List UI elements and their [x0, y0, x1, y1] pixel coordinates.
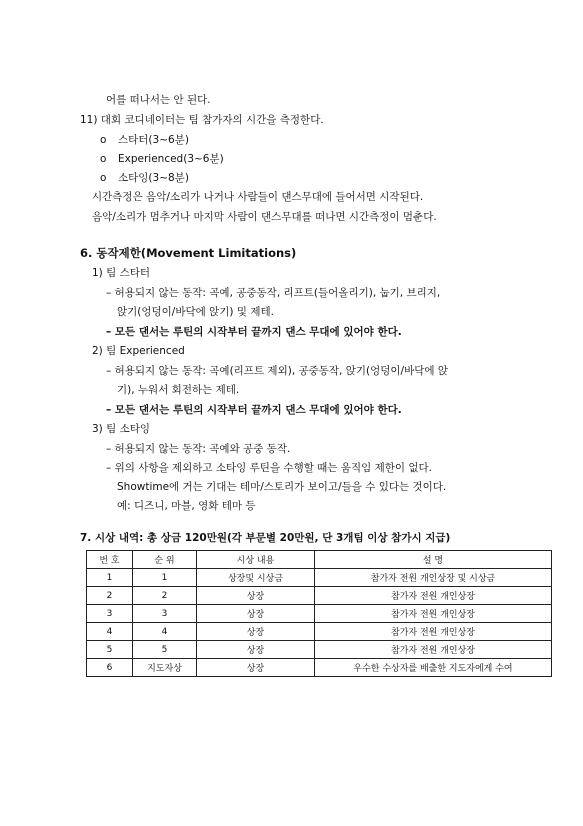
subsection-heading: 3) 팀 소타잉	[92, 423, 151, 435]
table-cell: 상장	[197, 659, 315, 677]
table-cell: 1	[133, 569, 197, 587]
column-header: 번 호	[87, 551, 133, 569]
table-cell: 3	[87, 605, 133, 623]
text-line: 기), 누워서 회전하는 제테.	[117, 384, 240, 396]
table-row	[87, 641, 552, 659]
text-line: 예: 디즈니, 마블, 영화 테마 등	[117, 500, 256, 512]
table-cell: 참가자 전원 개인상장	[315, 641, 552, 659]
table-cell: 상장	[197, 605, 315, 623]
table-cell: 2	[133, 587, 197, 605]
table-cell: 지도자상	[133, 659, 197, 677]
column-header: 시상 내용	[197, 551, 315, 569]
list-item-text: 스타터(3~6분)	[118, 134, 189, 146]
list-item	[100, 133, 189, 147]
text-line: – 허용되지 않는 동작: 곡예와 공중 동작.	[106, 443, 291, 455]
table-cell: 참가자 전원 개인상장 및 시상금	[315, 569, 552, 587]
table-cell: 상장	[197, 587, 315, 605]
text-line: Showtime에 거는 기대는 테마/스토리가 보이고/들을 수 있다는 것이다.	[117, 481, 447, 493]
table-cell: 상장	[197, 623, 315, 641]
table-row	[87, 605, 552, 623]
bullet: o	[100, 172, 107, 184]
column-header: 순 위	[133, 551, 197, 569]
table-cell: 참가자 전원 개인상장	[315, 605, 552, 623]
text-line: – 허용되지 않는 동작: 곡예, 공중동작, 리프트(들어올리기), 눕기, 브리지,	[106, 287, 441, 299]
table-cell: 2	[87, 587, 133, 605]
emphasis-line: – 모든 댄서는 루틴의 시작부터 끝까지 댄스 무대에 있어야 한다.	[106, 404, 402, 416]
bullet: o	[100, 134, 107, 146]
subsection-heading: 2) 팀 Experienced	[92, 345, 185, 357]
section-heading: 7. 시상 내역: 총 상금 120만원(각 부문별 20만원, 단 3개팀 이상 참가시 지급)	[80, 532, 451, 544]
table-cell: 6	[87, 659, 133, 677]
table-cell: 5	[133, 641, 197, 659]
column-header: 설 명	[315, 551, 552, 569]
table-cell: 4	[133, 623, 197, 641]
table-cell: 3	[133, 605, 197, 623]
section-heading: 6. 동작제한(Movement Limitations)	[80, 246, 297, 260]
text-line: 어를 떠나서는 안 된다.	[106, 94, 211, 106]
text-line: 음악/소리가 멈추거나 마지막 사람이 댄스무대를 떠나면 시간측정이 멈춘다.	[92, 211, 437, 223]
emphasis-line: – 모든 댄서는 루틴의 시작부터 끝까지 댄스 무대에 있어야 한다.	[106, 326, 402, 338]
table-cell: 참가자 전원 개인상장	[315, 623, 552, 641]
table-cell: 우수한 수상자를 배출한 지도자에게 수여	[315, 659, 552, 677]
table-row	[87, 569, 552, 587]
table-cell: 1	[87, 569, 133, 587]
text-line: 앉기(엉덩이/바닥에 앉기) 및 제테.	[117, 306, 274, 318]
text-line: – 허용되지 않는 동작: 곡예(리프트 제외), 공중동작, 앉기(엉덩이/바닥에 앉	[106, 365, 448, 377]
table-cell: 상장	[197, 641, 315, 659]
table-row	[87, 623, 552, 641]
text-line: 시간측정은 음악/소리가 나거나 사람들이 댄스무대에 들어서면 시작된다.	[92, 191, 424, 203]
table-cell: 4	[87, 623, 133, 641]
list-item-text: Experienced(3~6분)	[118, 153, 224, 165]
table-row	[87, 587, 552, 605]
table-cell: 상장및 시상금	[197, 569, 315, 587]
table-cell: 참가자 전원 개인상장	[315, 587, 552, 605]
awards-table	[86, 550, 552, 677]
subsection-heading: 1) 팀 스타터	[92, 267, 151, 279]
table-cell: 5	[87, 641, 133, 659]
table-row	[87, 659, 552, 677]
bullet: o	[100, 153, 107, 165]
list-item	[100, 152, 224, 166]
list-item-text: 소타잉(3~8분)	[118, 172, 189, 184]
table-header-row	[87, 551, 552, 569]
text-line: 11) 대회 코디네이터는 팀 참가자의 시간을 측정한다.	[80, 114, 324, 126]
text-line: – 위의 사항을 제외하고 소타잉 루틴을 수행할 때는 움직임 제한이 없다.	[106, 462, 432, 474]
list-item	[100, 171, 189, 185]
